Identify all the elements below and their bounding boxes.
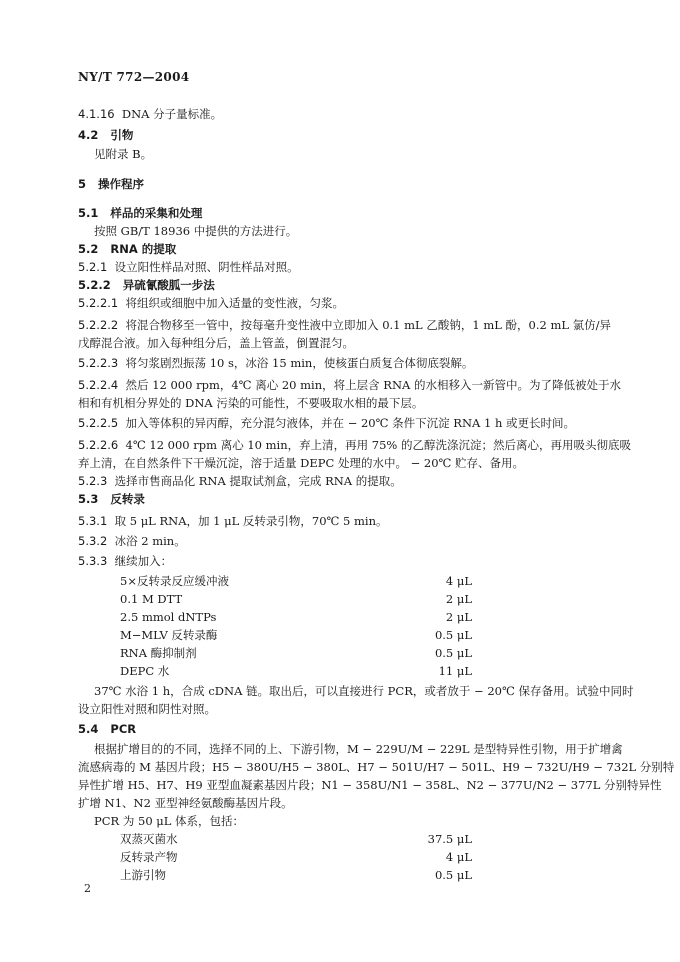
rt-item-name: M−MLV 反转录酶: [120, 628, 218, 642]
rt-item-amount: 2 μL: [445, 592, 472, 606]
pcr-intro: PCR 为 50 μL 体系，包括：: [94, 814, 245, 828]
rt-item-amount: 4 μL: [445, 574, 472, 588]
line-5-2-2-6: 5.2.2.6 4℃ 12 000 rpm 离心 10 min，弃上清，再用 75% 的乙醇洗涤沉淀；然后离心，再用吸头彻底吸: [78, 438, 631, 452]
pcr-item-amount: 0.5 μL: [434, 868, 472, 882]
heading-4-2: 4.2 引物: [78, 128, 134, 142]
line-5-3-2: 5.3.2 冰浴 2 min。: [78, 534, 186, 548]
pcr-item-name: 双蒸灭菌水: [120, 832, 178, 846]
heading-5-4: 5.4 PCR: [78, 722, 137, 736]
rt-item-amount: 0.5 μL: [434, 646, 472, 660]
rt-item-amount: 0.5 μL: [434, 628, 472, 642]
line-5-3-1: 5.3.1 取 5 μL RNA，加 1 μL 反转录引物，70℃ 5 min。: [78, 514, 388, 528]
pcr-paragraph-line: 根据扩增目的的不同，选择不同的上、下游引物，M − 229U/M − 229L 是型特异性引物，用于扩增禽: [94, 742, 623, 756]
rt-after-line: 设立阳性对照和阴性对照。: [78, 702, 216, 716]
line-5-2-2-4-cont: 相和有机相分界处的 DNA 污染的可能性，不要吸取水相的最下层。: [78, 396, 424, 410]
line-5-2-2-6-cont: 弃上清，在自然条件下干燥沉淀，溶于适量 DEPC 处理的水中。 − 20℃ 贮存、备用。: [78, 456, 525, 470]
line-appendix-ref: 见附录 B。: [94, 147, 153, 161]
heading-5: 5 操作程序: [78, 177, 145, 191]
line-5-2-2-2: 5.2.2.2 将混合物移至一管中，按每毫升变性液中立即加入 0.1 mL 乙酸钠，1 mL 酚，0.2 mL 氯仿/异: [78, 318, 612, 332]
pcr-item-name: 上游引物: [120, 868, 166, 882]
line-5-2-2-4: 5.2.2.4 然后 12 000 rpm，4℃ 离心 20 min，将上层含 RNA 的水相移入一新管中。为了降低被处于水: [78, 378, 621, 392]
page-number: 2: [84, 882, 91, 895]
line-5-2-2-5: 5.2.2.5 加入等体积的异丙醇，充分混匀液体，并在 − 20℃ 条件下沉淀 RNA 1 h 或更长时间。: [78, 416, 576, 430]
pcr-paragraph-line: 扩增 N1、N2 亚型神经氨酸酶基因片段。: [78, 796, 293, 810]
rt-item-name: DEPC 水: [120, 664, 170, 678]
line-4-1-16: 4.1.16 DNA 分子量标准。: [78, 107, 223, 121]
rt-item-amount: 2 μL: [445, 610, 472, 624]
pcr-item-amount: 4 μL: [445, 850, 472, 864]
pcr-item-name: 反转录产物: [120, 850, 178, 864]
line-5-1-body: 按照 GB/T 18936 中提供的方法进行。: [94, 224, 298, 238]
heading-5-2: 5.2 RNA 的提取: [78, 242, 177, 256]
rt-item-name: RNA 酶抑制剂: [120, 646, 197, 660]
rt-item-name: 5×反转录反应缓冲液: [120, 574, 229, 588]
pcr-paragraph-line: 流感病毒的 M 基因片段；H5 − 380U/H5 − 380L、H7 − 501U/H7 − 501L、H9 − 732U/H9 − 732L 分别特: [78, 760, 675, 774]
line-5-2-2-3: 5.2.2.3 将匀浆剧烈振荡 10 s，冰浴 15 min，使核蛋白质复合体彻底裂解。: [78, 356, 474, 370]
line-5-2-2-2-cont: 戊醇混合液。加入每种组分后，盖上管盖，倒置混匀。: [78, 336, 354, 350]
rt-item-amount: 11 μL: [438, 664, 472, 678]
rt-item-name: 2.5 mmol dNTPs: [120, 610, 217, 624]
line-5-2-3: 5.2.3 选择市售商品化 RNA 提取试剂盒，完成 RNA 的提取。: [78, 474, 402, 488]
rt-item-name: 0.1 M DTT: [120, 592, 183, 606]
pcr-paragraph-line: 异性扩增 H5、H7、H9 亚型血凝素基因片段；N1 − 358U/N1 − 358L、N2 − 377U/N2 − 377L 分别特异性: [78, 778, 662, 792]
heading-5-3: 5.3 反转录: [78, 492, 145, 506]
document-header: NY/T 772—2004: [78, 70, 190, 84]
line-5-3-3: 5.3.3 继续加入：: [78, 554, 173, 568]
heading-5-1: 5.1 样品的采集和处理: [78, 206, 203, 220]
rt-after-line: 37℃ 水浴 1 h，合成 cDNA 链。取出后，可以直接进行 PCR，或者放于 − 20℃ 保存备用。试验中同时: [94, 684, 634, 698]
pcr-item-amount: 37.5 μL: [427, 832, 472, 846]
heading-5-2-2: 5.2.2 异硫氰酸胍一步法: [78, 278, 215, 292]
line-5-2-1: 5.2.1 设立阳性样品对照、阴性样品对照。: [78, 260, 299, 274]
line-5-2-2-1: 5.2.2.1 将组织或细胞中加入适量的变性液，匀浆。: [78, 296, 345, 310]
